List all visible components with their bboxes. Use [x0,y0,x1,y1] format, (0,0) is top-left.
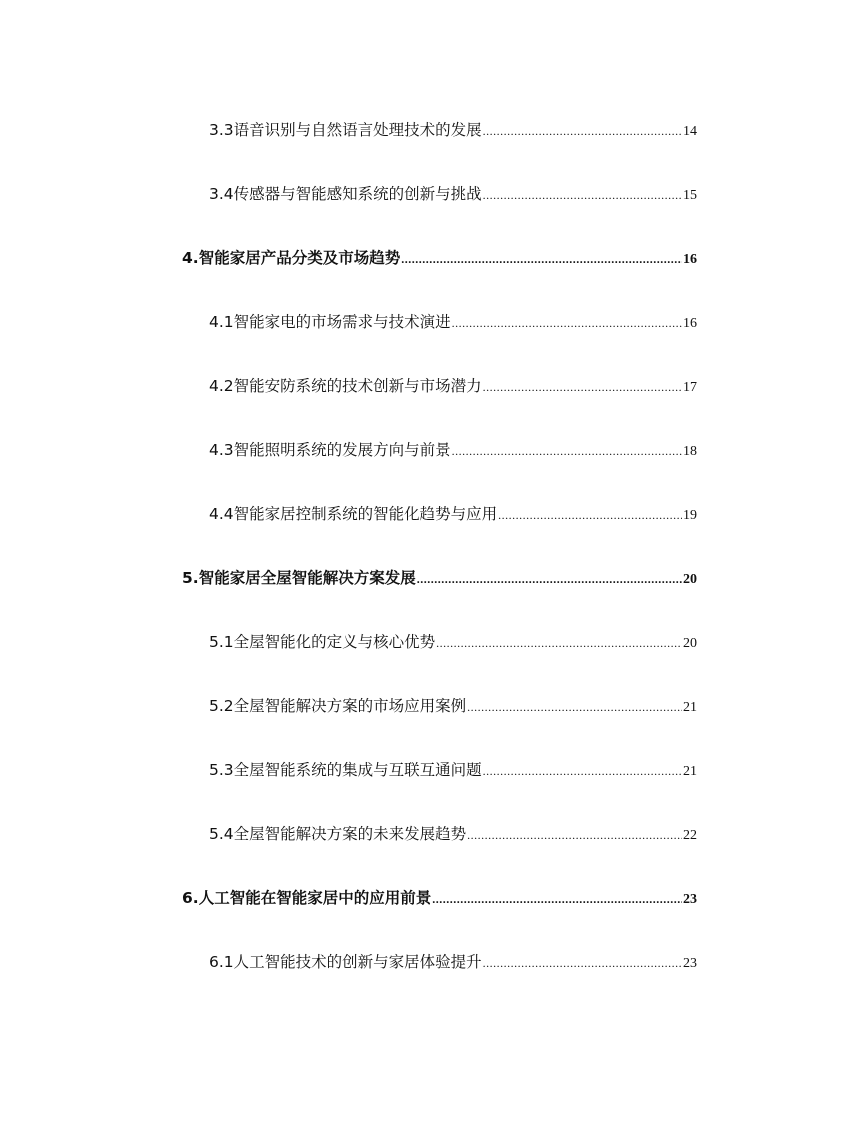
toc-entry-5-3[interactable] [209,758,697,782]
toc-entry-page: 22 [683,828,697,843]
toc-entry-title: 智能家居全屋智能解决方案发展 [198,569,416,587]
toc-entry-number: 3.4 [209,185,234,203]
toc-entry-page: 21 [683,700,697,715]
toc-entry-5-2[interactable] [209,694,697,718]
toc-entry-number: 4.3 [209,441,234,459]
toc-entry-title: 全屋智能解决方案的未来发展趋势 [233,825,467,843]
toc-entry-number: 6.1 [209,953,234,971]
toc-entry-title: 传感器与智能感知系统的创新与挑战 [233,185,482,203]
toc-entry-page: 20 [683,572,697,587]
toc-entry-page: 18 [683,444,697,459]
toc-entry-3-3[interactable] [209,118,697,142]
toc-entry-number: 4.4 [209,505,234,523]
toc-entry-title: 智能家居控制系统的智能化趋势与应用 [233,505,498,523]
dot-leader [483,119,682,143]
toc-entry-title: 全屋智能化的定义与核心优势 [233,633,436,651]
toc-entry-page: 16 [683,252,697,267]
dot-leader [401,247,682,271]
toc-entry-3-4[interactable] [209,182,697,206]
toc-entry-number: 4.2 [209,377,234,395]
toc-entry-number: 5.2 [209,697,234,715]
toc-entry-title: 全屋智能解决方案的市场应用案例 [233,697,467,715]
toc-entry-4-2[interactable] [209,374,697,398]
dot-leader [483,183,682,207]
toc-entry-number: 6. [182,889,199,907]
dot-leader [432,887,682,911]
toc-entry-6-1[interactable] [209,950,697,974]
toc-entry-page: 23 [683,892,697,907]
dot-leader [483,951,682,975]
dot-leader [452,439,682,463]
toc-entry-page: 17 [683,380,697,395]
dot-leader [417,567,682,591]
toc-entry-4-3[interactable] [209,438,697,462]
dot-leader [467,823,682,847]
toc-entry-title: 智能照明系统的发展方向与前景 [233,441,451,459]
toc-entry-title: 人工智能在智能家居中的应用前景 [198,889,432,907]
toc-entry-page: 19 [683,508,697,523]
toc-section-6[interactable] [182,886,697,910]
toc-section-4[interactable] [182,246,697,270]
toc-entry-title: 全屋智能系统的集成与互联互通问题 [233,761,482,779]
toc-entry-page: 16 [683,316,697,331]
toc-entry-number: 5.1 [209,633,234,651]
dot-leader [436,631,682,655]
dot-leader [483,375,682,399]
toc-entry-4-1[interactable] [209,310,697,334]
toc-entry-number: 4. [182,249,199,267]
toc-entry-page: 14 [683,124,697,139]
dot-leader [483,759,682,783]
toc-entry-number: 5. [182,569,199,587]
toc-entry-number: 5.4 [209,825,234,843]
toc-entry-5-1[interactable] [209,630,697,654]
toc-entry-title: 人工智能技术的创新与家居体验提升 [233,953,482,971]
toc-entry-5-4[interactable] [209,822,697,846]
toc-entry-number: 4.1 [209,313,234,331]
toc-entry-page: 20 [683,636,697,651]
toc-entry-title: 智能家居产品分类及市场趋势 [198,249,401,267]
dot-leader [467,695,682,719]
dot-leader [452,311,682,335]
toc-entry-number: 3.3 [209,121,234,139]
toc-section-5[interactable] [182,566,697,590]
toc-entry-4-4[interactable] [209,502,697,526]
toc-entry-number: 5.3 [209,761,234,779]
dot-leader [498,503,682,527]
toc-entry-page: 15 [683,188,697,203]
toc-entry-title: 智能家电的市场需求与技术演进 [233,313,451,331]
toc-entry-title: 语音识别与自然语言处理技术的发展 [233,121,482,139]
toc-entry-title: 智能安防系统的技术创新与市场潜力 [233,377,482,395]
toc-entry-page: 23 [683,956,697,971]
toc-entry-page: 21 [683,764,697,779]
